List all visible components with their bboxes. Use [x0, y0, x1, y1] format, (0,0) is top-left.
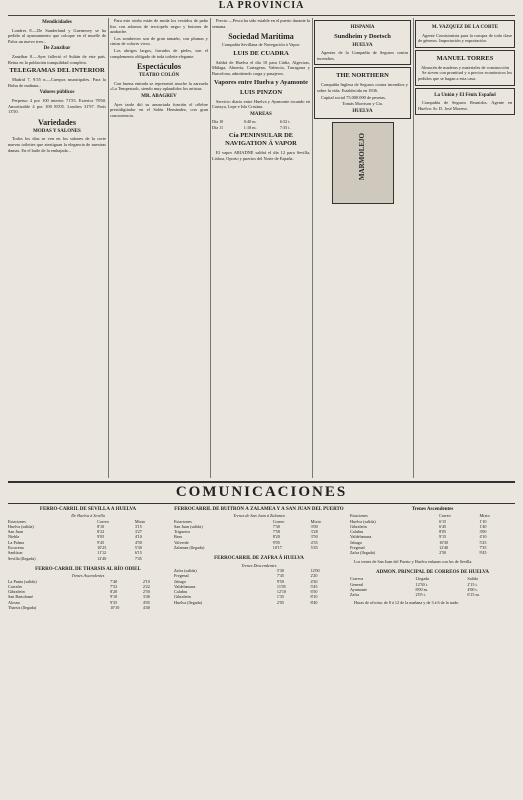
table-cell: Huelva (salida)	[350, 518, 376, 524]
table-cell: General	[350, 581, 364, 587]
column-4	[314, 18, 411, 478]
table-cell: 12'30 t.	[415, 581, 428, 587]
table-cell: 6'50	[310, 589, 318, 595]
table-cell: 7:35 t.	[279, 124, 291, 130]
article-text: Precio.—Pesca ha sido estable en el puerto durante la semana.	[212, 18, 310, 29]
table-cell: 3'15	[134, 523, 142, 529]
table-cell: 9'05	[97, 534, 105, 540]
column-divider	[210, 18, 211, 478]
advert-box	[415, 50, 515, 86]
advert-text: Agente Comisionista para la compra de toda clase de géneros. Importación y exportación.	[418, 32, 512, 44]
table-cell: San Juan (salida)	[174, 523, 203, 529]
advert-text: Compañía de Seguros Reunidos. Agente en Huelva: Sr. D. José Moreno.	[418, 100, 512, 111]
table-cell: 6'15 m.	[467, 592, 480, 598]
table-cell: 5'25	[479, 539, 487, 545]
advert-agent: Tomás Morrison y Cía.	[342, 101, 383, 107]
header-cell: Mixto	[134, 518, 146, 524]
section-heading: MR. ABAGREV	[141, 93, 177, 99]
table-cell: 10'10	[110, 605, 120, 611]
table-cell: Alosno	[8, 599, 21, 605]
table-cell: 8'00 m.	[415, 586, 428, 592]
article-text: Con buena entrada se representó anoche la zarzuela «La Tempestad», siendo muy aplaudidos los artistas.	[110, 80, 208, 92]
table-cell: Sevilla (llegada)	[8, 555, 36, 561]
table-cell: 2'50	[439, 550, 447, 556]
tides-table	[212, 119, 310, 130]
table-cell: 3'40	[142, 594, 150, 600]
advert-heading: La Unión y El Fénix Español	[434, 92, 496, 98]
table-cell: La Palma	[8, 539, 24, 545]
table-cell: Zafra	[350, 592, 360, 598]
table-cell: 8'05	[439, 529, 447, 535]
table-cell: 12'00	[310, 567, 320, 573]
table-row	[8, 556, 168, 561]
advert-text: Capital social 75.000.000 de pesetas.	[321, 94, 386, 100]
timetable-subtitle: Trenes Ascendentes	[71, 573, 105, 579]
header-cell: Correo	[439, 513, 451, 519]
table-row	[350, 550, 515, 555]
table-cell: 6:52 t.	[279, 119, 291, 125]
table-cell: 2'20	[310, 573, 318, 579]
table-cell: Beas	[174, 534, 183, 540]
advert-heading: M. VAZQUEZ DE LA CORTE	[431, 25, 499, 30]
table-cell: 5'45	[310, 545, 318, 551]
table-cell: 7'30	[272, 523, 280, 529]
timetable-table	[350, 513, 515, 555]
table-cell: Escacena	[8, 545, 24, 551]
timetable-table	[174, 568, 344, 605]
table-cell: Huelva (llegada)	[174, 599, 203, 605]
advert-box	[314, 20, 411, 65]
table-cell: 0:40 m.	[243, 119, 257, 125]
timetable-title: FERROCARRIL DE ZAFRA Á HUELVA	[214, 556, 304, 562]
table-cell: San Bartolomé	[8, 594, 34, 600]
header-cell: Estaciones	[350, 513, 368, 519]
table-cell: 1:18 m.	[243, 124, 257, 130]
table-cell: 2'22	[142, 583, 150, 589]
table-cell: 1'35	[276, 594, 284, 600]
table-cell: 4'30	[310, 578, 318, 584]
section-rule	[8, 503, 515, 504]
header-cell: Correos	[350, 576, 364, 582]
section-heading: MODAS Y SALONES	[33, 128, 81, 134]
timetable-subtitle: Trenes Descendentes	[241, 562, 277, 568]
header-cell: Mixto	[479, 513, 490, 519]
advert-place: HUELVA	[352, 108, 373, 114]
table-cell: 12'40	[439, 545, 449, 551]
table-cell: 6'15	[439, 518, 447, 524]
table-cell: Fregenal	[350, 545, 365, 551]
timetable-subtitle: Trenes de San Juan á Zalamea	[233, 513, 285, 519]
table-cell: 11'12	[97, 550, 107, 556]
article-text: Para este otoño están de moda los vestidos de paño liso con adornos de terciopelo negro y botones de azabache.	[110, 18, 208, 35]
table-cell: Valdelamusa	[174, 583, 196, 589]
post-office-heading: ADMON. PRINCIPAL DE CORREOS DE HUELVA	[376, 569, 489, 575]
table-cell: 9'15	[439, 534, 447, 540]
section-heading: Variedades	[38, 117, 76, 127]
article-text: El vapor ARIADNE saldrá el día 12 para Sevilla, Lisboa, Oporto y puertos del Norte de España.	[212, 149, 310, 161]
column-divider	[108, 18, 109, 478]
table-cell: Valdelamusa	[350, 534, 372, 540]
column-5	[415, 18, 515, 478]
table-cell: 2'10	[142, 578, 150, 584]
section-heading: Mendicidades	[42, 20, 72, 25]
header-cell: Salida	[467, 576, 478, 582]
table-cell: Zafra (llegada)	[350, 550, 375, 556]
article-text: Ayer tarde dió su anunciada función el célebre prestidigitador en el Salón Hernández, con gran concurrencia.	[110, 101, 208, 118]
header-cell: Mixto	[310, 518, 321, 524]
article-text: Zanzíbar 8.—Ayer falleció el Sultán de este país. Reina en la población tranquilidad completa.	[8, 53, 106, 65]
table-cell: 9'05	[272, 539, 280, 545]
table-cell: 2'50	[142, 589, 150, 595]
ship-name: LUIS PINZON	[239, 88, 283, 96]
table-cell: Jabugo	[174, 578, 186, 584]
section-rule	[8, 481, 515, 483]
railway-timetable-1	[8, 506, 168, 796]
table-row	[350, 592, 515, 597]
table-cell: 6'45	[439, 523, 447, 529]
timetable-title: FERRO-CARRIL DE SEVILLA Á HUELVA	[39, 507, 137, 512]
table-cell: 1'40	[479, 523, 487, 529]
timetable-table	[8, 519, 168, 561]
timetable-table	[174, 519, 344, 551]
table-cell: Zafra (salida)	[174, 567, 197, 573]
shipping-subtitle: Compañía Sevillana de Navegación á Vapor.	[221, 42, 301, 48]
table-cell: Sanlúcar	[8, 550, 23, 556]
table-cell: 6'15	[134, 550, 142, 556]
article-text: Madrid 7, 9:55 n.—Cuerpos municipales. Para la Bolsa de mañana...	[8, 77, 106, 88]
advert-text: Agentes de la Compañía de Seguros contra incendios.	[317, 50, 408, 61]
table-cell: 4'05	[142, 599, 150, 605]
section-heading: Valores públicos	[39, 90, 75, 96]
timetable-note: Los trenes de San Juan del Puerto y Huelva enlazan con los de Sevilla.	[354, 558, 473, 564]
article-text: Los sombreros son de gran tamaño, con plumas y cintas de colores vivos.	[110, 35, 208, 47]
article-text: Londres 8.—De Sunderland y Guernesey se ha pedido al ayuntamiento que coloque en el muelle de Palos un nuevo tren...	[8, 27, 106, 44]
timetable-table	[8, 579, 168, 611]
table-cell: 2'05	[276, 599, 284, 605]
table-cell: 4'00 t.	[467, 586, 478, 592]
table-cell: 9'10	[110, 594, 118, 600]
post-table	[350, 576, 515, 597]
masthead-rule	[8, 15, 515, 16]
table-cell: Zalamea (llegada)	[174, 545, 205, 551]
advert-place: HUELVA	[352, 42, 373, 48]
header-cell: Correo	[272, 518, 285, 524]
header-cell: Estaciones	[174, 518, 192, 524]
table-cell: 7'58	[272, 529, 280, 535]
advert-box	[415, 88, 515, 116]
table-cell: 9'50	[276, 578, 284, 584]
table-cell: 4'40	[142, 605, 150, 611]
table-cell: Valverde	[174, 539, 189, 545]
table-cell: La Punta (salida)	[8, 578, 37, 584]
table-cell: 2'05 t.	[415, 592, 426, 598]
railway-timetable-3	[350, 506, 515, 796]
table-row	[174, 545, 344, 550]
timetable-subtitle: De Huelva á Sevilla	[71, 513, 105, 519]
article-text: Servicio diario entre Huelva y Ayamonte tocando en Cartaya, Lepe e Isla Cristina.	[212, 98, 310, 110]
table-cell: Día 11	[212, 124, 224, 130]
table-cell: 2'15 t.	[467, 581, 478, 587]
table-cell: Huelva (salida)	[8, 523, 34, 529]
section-heading: Espectáculos	[137, 62, 181, 72]
table-cell: 8'22	[97, 529, 105, 535]
table-cell: 4'10	[479, 534, 487, 540]
table-cell: 9'35	[110, 599, 118, 605]
table-cell: 7'52	[110, 583, 118, 589]
table-cell: 3'50	[310, 534, 318, 540]
article-text: Todos los días se ven en los salones de la corte nuevas toilettes que atestiguan la elegancia de nuestras damas. En el baile de la embajada...	[8, 136, 106, 153]
article-text: Saldrá de Huelva el día 10 para Cádiz, Algeciras, Málaga, Almería, Cartagena, Valencia, Tarragona y Barcelona, admitiendo carga y pasajeros.	[212, 59, 310, 76]
table-cell: Niebla	[8, 534, 20, 540]
table-cell: 10'17	[272, 545, 282, 551]
table-cell: 5'30	[276, 567, 284, 573]
timetable-title: FERROCARRIL DE BUITRÓN Á ZALAMEA Y Á SAN JUAN DEL PUERTO	[174, 507, 344, 512]
advert-subheading: Almacén de maderas y materiales de construcción	[420, 64, 510, 70]
column-1	[8, 18, 106, 478]
column-divider	[413, 18, 414, 478]
table-cell: 8'20	[272, 534, 280, 540]
masthead: LA PROVINCIA	[218, 0, 305, 11]
table-cell: 8'40	[310, 599, 318, 605]
advert-box	[314, 67, 411, 119]
table-cell: 8'10	[97, 523, 105, 529]
timetable-title: FERRO-CARRIL DE THARSIS AL RÍO ODIEL	[35, 566, 141, 572]
section-heading: TELEGRAMAS DEL INTERIOR	[9, 67, 105, 75]
advert-heading: THE NORTHERN	[336, 72, 389, 80]
table-cell: Gibraleón	[350, 523, 367, 529]
section-heading: De Zanzíbar	[43, 46, 71, 52]
column-3	[212, 18, 310, 478]
table-cell: 3'27	[134, 529, 142, 535]
advert-box	[415, 20, 515, 48]
article-text: Perpetuo 4 por 100 interior 71'55. Exterior 78'60. Amortizable 4 por 100 83'05. Londres 31'97. París 13'50.	[8, 97, 106, 115]
table-cell: Ayamonte	[350, 586, 368, 592]
table-row	[8, 605, 168, 610]
theatre-name: TEATRO COLÓN	[138, 73, 180, 79]
table-cell: Jabugo	[350, 539, 362, 545]
shipping-title: Vapores entre Huelva y Ayamonte	[213, 78, 308, 86]
bottle-label: MARMOLEJO	[357, 133, 366, 181]
bottle-illustration	[332, 122, 394, 204]
table-cell: Corrales	[8, 583, 23, 589]
table-cell: Gibraleón	[174, 594, 191, 600]
column-divider	[312, 18, 313, 478]
table-cell: 11'05	[276, 583, 286, 589]
table-cell: Calañas	[174, 589, 188, 595]
table-cell: 8'20	[110, 589, 118, 595]
table-cell: 5'45	[310, 583, 318, 589]
table-cell: 9'45	[97, 539, 105, 545]
table-cell: 3'00	[310, 523, 318, 529]
table-cell: Gibraleón	[8, 589, 25, 595]
table-cell: 4'35	[310, 539, 318, 545]
advert-heading: HISPANIA	[350, 25, 375, 30]
table-cell: 7'45	[134, 555, 142, 561]
table-cell: Trigueros	[174, 529, 191, 535]
table-row	[174, 600, 344, 605]
advert-heading: MANUEL TORRES	[436, 54, 494, 62]
table-cell: San Juan	[8, 529, 24, 535]
header-cell: Llegada	[415, 576, 430, 582]
table-cell: 5'30	[134, 545, 142, 551]
railway-timetable-2	[174, 506, 344, 796]
shipping-title: Sociedad Marítima	[228, 32, 294, 42]
advert-text: Compañía Inglesa de Seguros contra incendios y sobre la vida. Establecida en 1836.	[317, 82, 408, 93]
column-2	[110, 18, 208, 478]
table-cell: 10'30	[439, 539, 449, 545]
article-text: Los abrigos largos, forrados de pieles, son el complemento obligado de toda toilette elegante.	[110, 47, 208, 59]
table-row	[212, 125, 310, 130]
table-cell: Tharsis (llegada)	[8, 605, 37, 611]
table-cell: 9'45	[479, 550, 487, 556]
table-cell: 3'28	[310, 529, 318, 535]
timetable-title: Trenes Ascendentes	[411, 507, 454, 512]
header-cell: Estaciones	[8, 518, 26, 524]
table-cell: Día 10	[212, 119, 224, 125]
table-cell: Calañas	[350, 529, 364, 535]
table-cell: 4'50	[134, 539, 142, 545]
post-note: Horas de oficina: de 8 á 12 de la mañana y de 3 á 6 de la tarde.	[354, 600, 460, 606]
advert-title: Sundheim y Doetsch	[334, 32, 391, 40]
table-cell: 10'25	[97, 545, 107, 551]
table-cell: 12'40	[97, 555, 107, 561]
header-cell: Correo	[97, 518, 109, 524]
table-cell: 3'00	[479, 529, 487, 535]
table-cell: 7'45	[276, 573, 284, 579]
table-cell: 7'40	[110, 578, 118, 584]
table-cell: 8'10	[310, 594, 318, 600]
table-cell: 1'10	[479, 518, 487, 524]
comunicaciones-title: COMUNICACIONES	[175, 484, 348, 500]
advert-text: Se sirven con prontitud y a precios económicos los pedidos que se hagan a esta casa.	[418, 70, 512, 81]
table-cell: Fregenal	[174, 573, 189, 579]
table-cell: 7'35	[479, 545, 487, 551]
table-cell: 4'10	[134, 534, 142, 540]
shipping-title: Cía PENINSULAR DE NAVIGATION Á VAPOR	[225, 131, 297, 147]
tides-heading: MAREAS	[250, 111, 272, 117]
table-cell: 12'10	[276, 589, 287, 595]
ship-name: LUIS DE CUADRA	[233, 49, 289, 57]
